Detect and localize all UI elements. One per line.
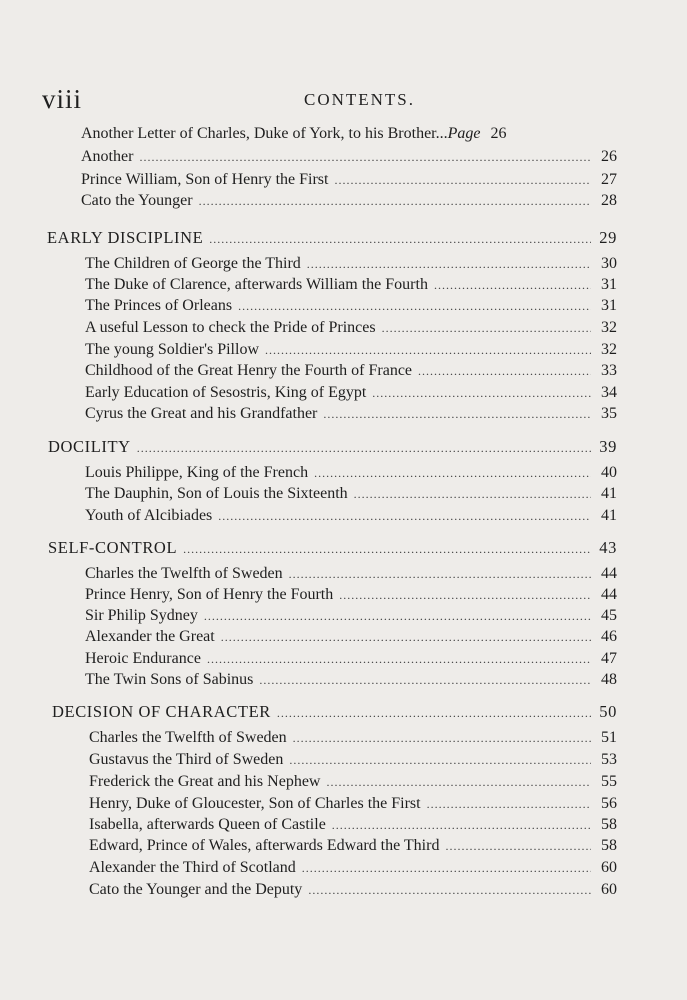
toc-entry — [85, 254, 617, 274]
dot-leader — [137, 438, 591, 458]
toc-section-heading — [48, 538, 617, 558]
entry-page: 35 — [601, 405, 617, 422]
dot-leader — [209, 229, 591, 249]
dot-leader — [307, 254, 591, 274]
entry-page: 60 — [601, 859, 617, 876]
toc-entry — [89, 750, 617, 770]
dot-leader — [434, 275, 591, 295]
toc-entry — [85, 383, 617, 403]
entry-title: Sir Philip Sydney — [85, 607, 198, 624]
entry-page: 34 — [601, 384, 617, 401]
toc-entry — [85, 564, 617, 584]
entry-title: Another Letter of Charles, Duke of York, to his Brother... — [81, 125, 448, 142]
dot-leader — [308, 880, 591, 900]
entry-page: 44 — [601, 565, 617, 582]
section-title: EARLY DISCIPLINE — [47, 228, 204, 247]
toc-entry — [85, 404, 617, 424]
entry-title: Early Education of Sesostris, King of Egypt — [85, 384, 367, 401]
entry-page: 56 — [601, 795, 617, 812]
dot-leader — [221, 627, 591, 647]
entry-page: 46 — [601, 628, 617, 645]
toc-entry — [85, 275, 617, 295]
dot-leader — [259, 670, 591, 690]
toc-entry — [85, 318, 617, 338]
entry-page: 29 — [599, 228, 617, 247]
entry-page: 40 — [601, 464, 617, 481]
entry-page: 27 — [601, 171, 617, 188]
entry-title: Henry, Duke of Gloucester, Son of Charles the First — [89, 795, 421, 812]
dot-leader — [183, 539, 591, 559]
entry-title: Youth of Alcibiades — [85, 507, 213, 524]
dot-leader — [238, 296, 591, 316]
dot-leader — [207, 649, 591, 669]
entry-title: The young Soldier's Pillow — [85, 341, 259, 358]
entry-page: 32 — [601, 319, 617, 336]
entry-page: 44 — [601, 586, 617, 603]
entry-page: 55 — [601, 773, 617, 790]
entry-page: 47 — [601, 650, 617, 667]
dot-leader — [382, 318, 591, 338]
toc-entry — [89, 858, 617, 878]
entry-title: Alexander the Great — [85, 628, 215, 645]
dot-leader — [314, 463, 591, 483]
entry-page: 41 — [601, 485, 617, 502]
page-word: Page — [447, 125, 481, 142]
toc-entry — [89, 836, 617, 856]
section-title: DOCILITY — [48, 437, 131, 456]
dot-leader — [323, 404, 591, 424]
entry-title: The Children of George the Third — [85, 255, 301, 272]
entry-title: Childhood of the Great Henry the Fourth of France — [85, 362, 413, 379]
entry-title: Prince William, Son of Henry the First — [81, 171, 329, 188]
entry-title: The Princes of Orleans — [85, 297, 233, 314]
entry-page: 48 — [601, 671, 617, 688]
entry-title: Edward, Prince of Wales, afterwards Edward the Third — [89, 837, 440, 854]
toc-entry — [89, 815, 617, 835]
entry-page: 43 — [599, 538, 617, 557]
toc-entry — [81, 170, 617, 190]
toc-entry — [81, 124, 617, 144]
entry-title: Frederick the Great and his Nephew — [89, 773, 321, 790]
entry-title: Charles the Twelfth of Sweden — [85, 565, 283, 582]
entry-page: 32 — [601, 341, 617, 358]
dot-leader — [302, 858, 591, 878]
dot-leader — [204, 606, 591, 626]
dot-leader — [332, 815, 591, 835]
entry-page: 58 — [601, 837, 617, 854]
section-title: DECISION OF CHARACTER — [52, 702, 271, 721]
entry-page: 30 — [601, 255, 617, 272]
toc-entry — [89, 794, 617, 814]
toc-entry — [85, 585, 617, 605]
page-folio: viii — [42, 84, 83, 114]
entry-page: 26 — [601, 148, 617, 165]
toc-entry — [85, 296, 617, 316]
entry-page: 45 — [601, 607, 617, 624]
toc-entry — [85, 670, 617, 690]
entry-page: 58 — [601, 816, 617, 833]
page-header — [42, 84, 647, 114]
dot-leader — [265, 340, 591, 360]
entry-title: Cato the Younger — [81, 192, 193, 209]
dot-leader — [289, 750, 591, 770]
entry-page: 50 — [599, 702, 617, 721]
toc-entry — [85, 361, 617, 381]
toc-section-heading — [52, 702, 617, 722]
toc-entry — [81, 191, 617, 211]
dot-leader — [427, 794, 591, 814]
dot-leader — [326, 772, 591, 792]
dot-leader — [277, 703, 591, 723]
dot-leader — [354, 484, 591, 504]
dot-leader — [334, 170, 591, 190]
dot-leader — [445, 836, 591, 856]
section-title: SELF-CONTROL — [48, 538, 178, 557]
entry-title: Charles the Twelfth of Sweden — [89, 729, 287, 746]
entry-title: The Duke of Clarence, afterwards William the Fourth — [85, 276, 428, 293]
toc-entry — [89, 772, 617, 792]
toc-entry — [85, 506, 617, 526]
entry-page: 31 — [601, 297, 617, 314]
dot-leader — [372, 383, 591, 403]
toc-entry — [81, 147, 617, 167]
dot-leader — [139, 147, 591, 167]
toc-entry — [85, 463, 617, 483]
entry-page: 39 — [599, 437, 617, 456]
toc-entry — [85, 606, 617, 626]
entry-page: 31 — [601, 276, 617, 293]
entry-title: The Twin Sons of Sabinus — [85, 671, 254, 688]
running-head: CONTENTS. — [303, 90, 416, 109]
toc-entry — [85, 649, 617, 669]
toc-entry — [89, 880, 617, 900]
entry-page: 51 — [601, 729, 617, 746]
entry-title: Prince Henry, Son of Henry the Fourth — [85, 586, 334, 603]
dot-leader — [199, 191, 591, 211]
dot-leader — [289, 564, 591, 584]
dot-leader — [218, 506, 591, 526]
entry-page: 53 — [601, 751, 617, 768]
dot-leader — [418, 361, 591, 381]
toc-entry — [89, 728, 617, 748]
entry-title: Heroic Endurance — [85, 650, 201, 667]
entry-title: Cyrus the Great and his Grandfather — [85, 405, 318, 422]
entry-page: 28 — [601, 192, 617, 209]
entry-page: 33 — [601, 362, 617, 379]
toc-section-heading — [47, 228, 617, 248]
toc-section-heading — [48, 437, 617, 457]
entry-title: Cato the Younger and the Deputy — [89, 881, 303, 898]
entry-page: 60 — [601, 881, 617, 898]
entry-page: 41 — [601, 507, 617, 524]
entry-title: The Dauphin, Son of Louis the Sixteenth — [85, 485, 348, 502]
toc-entry — [85, 627, 617, 647]
toc-entry — [85, 340, 617, 360]
dot-leader — [339, 585, 591, 605]
entry-title: Gustavus the Third of Sweden — [89, 751, 284, 768]
entry-title: Isabella, afterwards Queen of Castile — [89, 816, 326, 833]
entry-title: A useful Lesson to check the Pride of Princes — [85, 319, 376, 336]
entry-title: Louis Philippe, King of the French — [85, 464, 309, 481]
toc-entry — [85, 484, 617, 504]
dot-leader — [293, 728, 591, 748]
entry-title: Alexander the Third of Scotland — [89, 859, 296, 876]
entry-page: 26 — [490, 125, 507, 142]
entry-title: Another — [81, 148, 134, 165]
